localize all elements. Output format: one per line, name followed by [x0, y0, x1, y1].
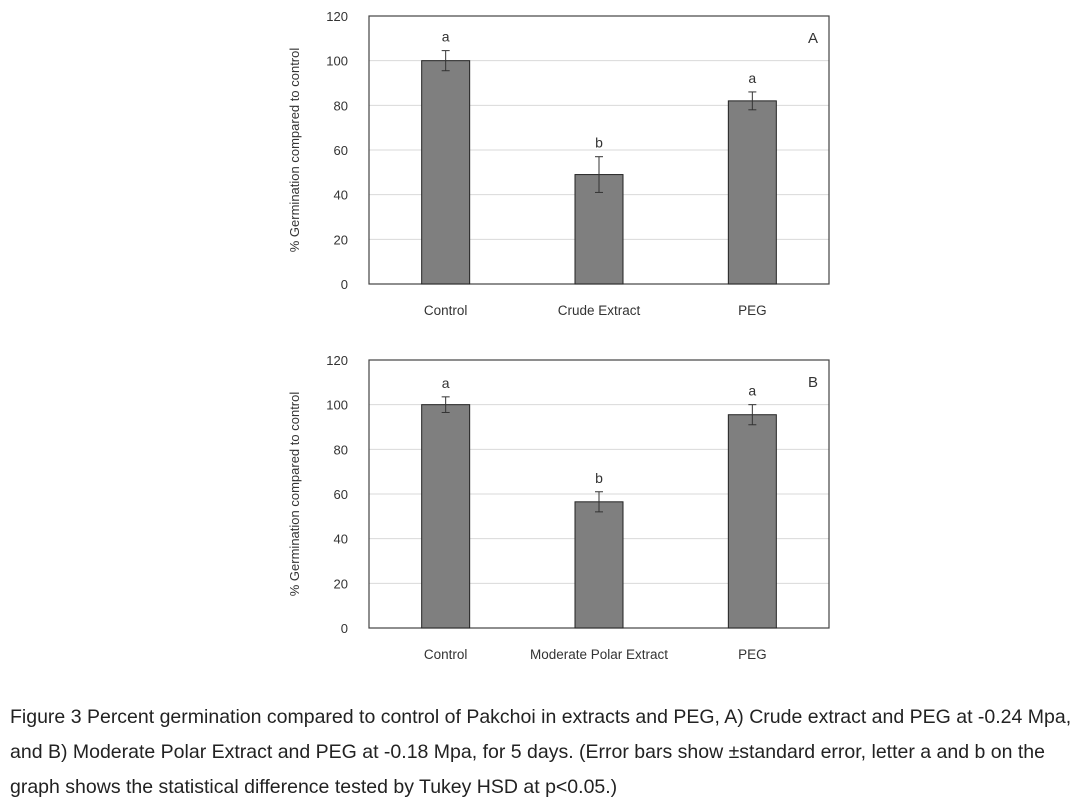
panel-label: A [807, 30, 818, 47]
significance-letter: b [595, 469, 603, 486]
panel-label: B [807, 374, 818, 391]
chart-panel-b [287, 353, 829, 662]
y-tick-label: 20 [333, 232, 348, 248]
y-tick-label: 0 [340, 277, 348, 292]
x-tick-label: Moderate Polar Extract [529, 647, 669, 662]
y-tick-label: 80 [333, 442, 348, 458]
figure-caption-text: Percent germination compared to control of Pakchoi in extracts and PEG, A) Crude extract and PEG at -0.24 Mpa, and B) Moderate Polar Extract and PEG at -0.18 Mpa, for 5 days. (Error bars show ±standard error, letter a and b on the graph shows the statistical difference tested by Tukey HSD at p<0.05.) [10, 706, 1072, 798]
bar [422, 405, 470, 628]
y-tick-label: 0 [340, 621, 348, 636]
significance-letter: b [595, 134, 603, 151]
y-axis-label: % Germination compared to control [287, 47, 302, 253]
x-tick-label: Control [423, 647, 468, 662]
chart-panel-a [287, 9, 829, 318]
x-tick-label: PEG [738, 303, 767, 318]
significance-letter: a [748, 69, 757, 86]
y-tick-label: 20 [333, 576, 348, 592]
bar [728, 415, 776, 628]
significance-letter: a [441, 28, 450, 45]
y-tick-label: 120 [326, 353, 348, 368]
bar [728, 101, 776, 284]
y-axis-label: % Germination compared to control [287, 391, 302, 597]
y-tick-label: 100 [326, 53, 348, 69]
x-tick-label: PEG [738, 647, 767, 662]
figure-caption-label: Figure 3 [10, 706, 82, 728]
figure-caption [10, 700, 1072, 805]
significance-letter: a [748, 382, 757, 399]
y-tick-label: 60 [333, 143, 348, 158]
y-tick-label: 100 [326, 397, 348, 413]
y-tick-label: 60 [333, 487, 348, 502]
x-tick-label: Control [423, 303, 468, 318]
bar [575, 502, 623, 628]
y-tick-label: 40 [333, 531, 348, 547]
bar [422, 61, 470, 284]
y-tick-label: 40 [333, 187, 348, 203]
significance-letter: a [441, 374, 450, 391]
y-tick-label: 80 [333, 98, 348, 114]
x-tick-label: Crude Extract [557, 303, 641, 318]
y-tick-label: 120 [326, 9, 348, 24]
